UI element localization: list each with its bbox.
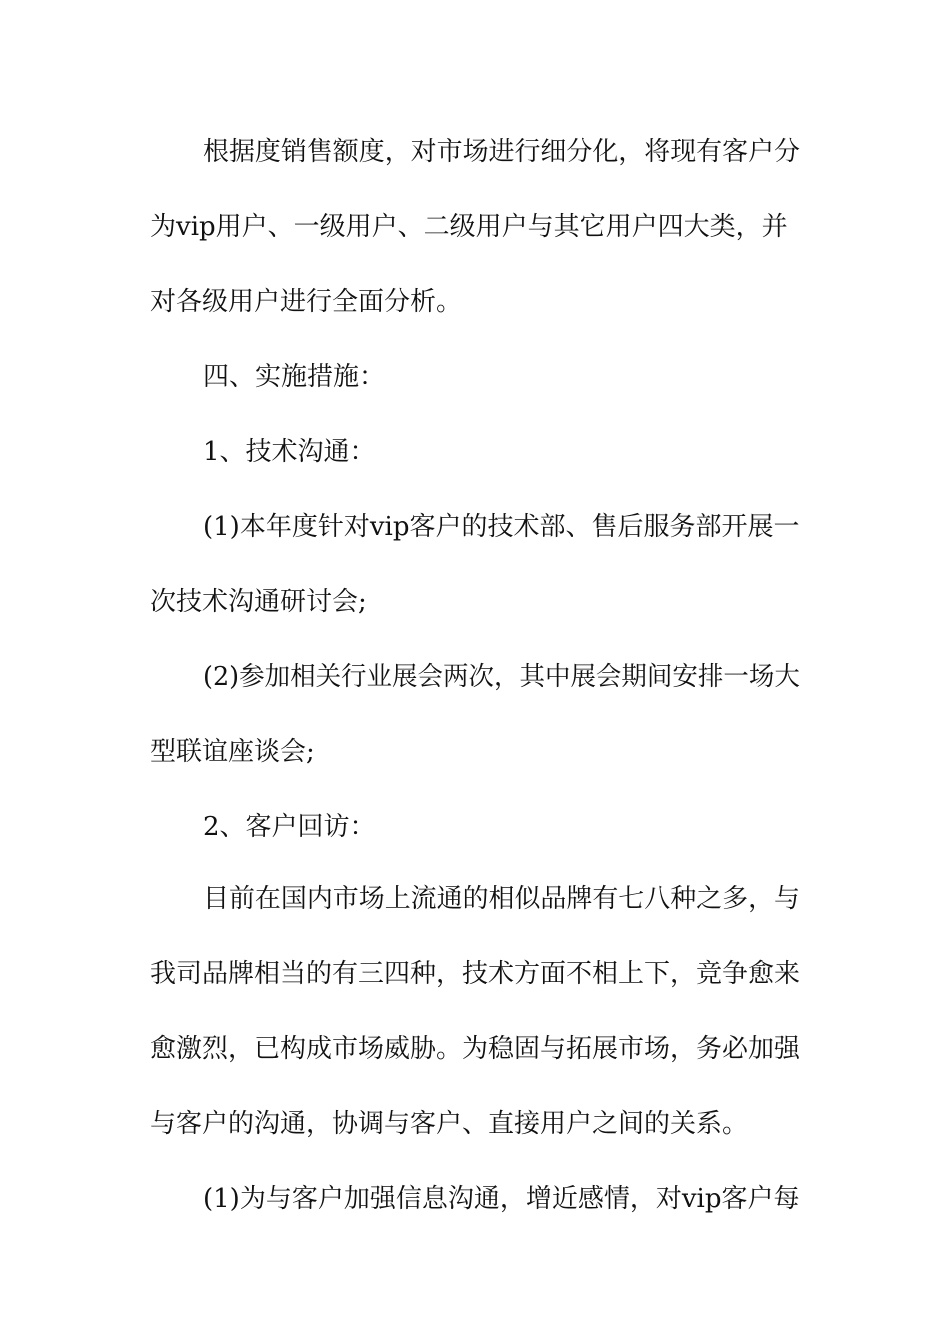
item-customer-1-line-1: (1)为与客户加强信息沟通，增近感情，对vip客户每 [203,1184,800,1214]
paragraph-competition-line-1: 目前在国内市场上流通的相似品牌有七八种之多，与 [203,884,801,914]
item-2-line-2: 型联谊座谈会; [150,737,315,767]
item-1-line-2: 次技术沟通研讨会; [150,587,367,617]
subheading-customer-visits: 2、客户回访： [203,812,376,842]
item-1-line-1: (1)本年度针对vip客户的技术部、售后服务部开展一 [203,512,800,542]
subheading-technical-communication: 1、技术沟通： [203,437,376,467]
paragraph-market-segmentation-line-3: 对各级用户进行全面分析。 [150,287,463,317]
paragraph-market-segmentation-line-2: 为vip用户、一级用户、二级用户与其它用户四大类，并 [150,212,788,242]
paragraph-market-segmentation-line-1: 根据度销售额度，对市场进行细分化，将现有客户分 [203,137,801,167]
section-heading-implementation-measures: 四、实施措施： [203,362,386,392]
paragraph-competition-line-2: 我司品牌相当的有三四种，技术方面不相上下，竞争愈来 [150,959,801,989]
item-2-line-1: (2)参加相关行业展会两次，其中展会期间安排一场大 [203,662,800,692]
paragraph-competition-line-4: 与客户的沟通，协调与客户、直接用户之间的关系。 [150,1109,749,1139]
paragraph-competition-line-3: 愈激烈，已构成市场威胁。为稳固与拓展市场，务必加强 [150,1034,801,1064]
